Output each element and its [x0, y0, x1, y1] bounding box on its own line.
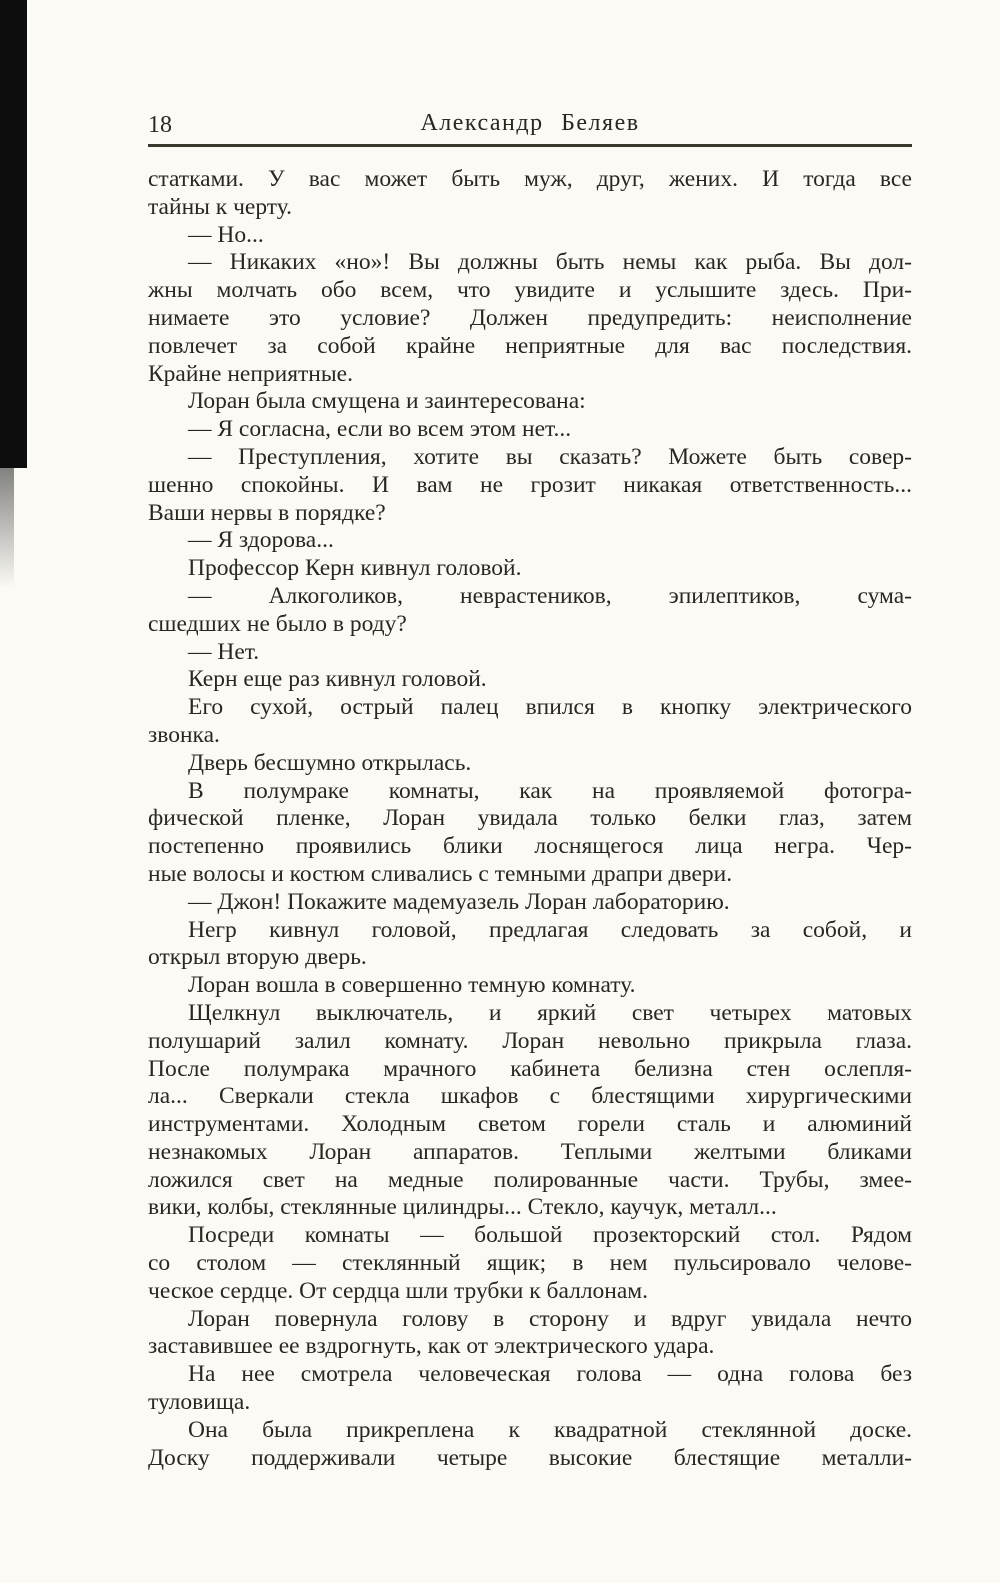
text-line: жны молчать обо всем, что увидите и услышите здесь. При-: [148, 277, 912, 304]
text-line: — Но...: [188, 221, 264, 248]
text-line: — Джон! Покажите мадемуазель Лоран лабораторию.: [188, 888, 730, 915]
paragraph: [148, 1222, 912, 1305]
text-line: Посреди комнаты — большой прозекторский стол. Рядом: [188, 1222, 912, 1249]
paragraph: [148, 555, 912, 583]
text-line: После полумрака мрачного кабинета белизна стен ослепля-: [148, 1055, 912, 1082]
text-line: — Алкоголиков, неврастеников, эпилептиков, сума-: [188, 582, 912, 609]
text-line: незнакомых Лоран аппаратов. Теплыми желтыми бликами: [148, 1138, 912, 1165]
page-header: [148, 110, 912, 147]
paragraph: [148, 1306, 912, 1362]
text-line: Лоран была смущена и заинтересована:: [188, 388, 586, 415]
text-line: Крайне неприятные.: [148, 360, 353, 387]
text-line: — Я согласна, если во всем этом нет...: [188, 416, 572, 443]
scan-edge-artifact: [0, 0, 27, 468]
text-line: туловища.: [148, 1389, 251, 1416]
text-body: [148, 166, 912, 1472]
text-line: Ваши нервы в порядке?: [148, 499, 386, 526]
text-line: повлечет за собой крайне неприятные для вас последствия.: [148, 332, 912, 359]
page-number: 18: [148, 112, 172, 138]
text-line: открыл вторую дверь.: [148, 944, 367, 971]
paragraph: [148, 249, 912, 388]
paragraph: [148, 527, 912, 555]
paragraph: [148, 416, 912, 444]
text-line: Его сухой, острый палец впился в кнопку электрического: [188, 694, 912, 721]
paragraph: [148, 388, 912, 416]
text-line: ла... Сверкали стекла шкафов с блестящими хирургическими: [148, 1083, 912, 1110]
paragraph: [148, 1361, 912, 1417]
text-line: На нее смотрела человеческая голова — одна голова без: [188, 1361, 912, 1388]
paragraph: [148, 166, 912, 222]
text-line: — Преступления, хотите вы сказать? Можете быть совер-: [188, 443, 912, 470]
paragraph: [148, 666, 912, 694]
paragraph: [148, 222, 912, 250]
text-line: ческое сердце. От сердца шли трубки к баллонам.: [148, 1277, 649, 1304]
paragraph: [148, 778, 912, 889]
scan-edge-artifact-fade: [0, 468, 14, 588]
text-line: Она была прикреплена к квадратной стеклянной доске.: [188, 1416, 912, 1443]
text-line: Лоран повернула голову в сторону и вдруг увидала нечто: [188, 1305, 912, 1332]
text-line: Щелкнул выключатель, и яркий свет четырех матовых: [188, 999, 912, 1026]
paragraph: [148, 583, 912, 639]
text-line: — Никаких «но»! Вы должны быть немы как рыба. Вы дол-: [188, 249, 912, 276]
text-line: В полумраке комнаты, как на проявляемой фотогра-: [188, 777, 912, 804]
text-line: шенно спокойны. И вам не грозит никакая ответственность...: [148, 471, 912, 498]
header-rule: [148, 144, 912, 147]
paragraph: [148, 972, 912, 1000]
paragraph: [148, 917, 912, 973]
text-line: постепенно проявились блики лоснящегося лица негра. Чер-: [148, 833, 912, 860]
text-line: заставившее ее вздрогнуть, как от электрического удара.: [148, 1333, 715, 1360]
text-line: Негр кивнул головой, предлагая следовать за собой, и: [188, 916, 912, 943]
paragraph: [148, 694, 912, 750]
running-header: Александр Беляев: [420, 110, 640, 136]
paragraph: [148, 750, 912, 778]
text-line: инструментами. Холодным светом горели сталь и алюминий: [148, 1111, 912, 1138]
text-line: ные волосы и костюм сливались с темными драпри двери.: [148, 860, 733, 887]
text-line: — Нет.: [188, 638, 260, 665]
text-line: полушарий залил комнату. Лоран невольно прикрыла глаза.: [148, 1027, 912, 1054]
paragraph: [148, 1000, 912, 1222]
text-line: вики, колбы, стеклянные цилиндры... Стекло, каучук, металл...: [148, 1194, 777, 1221]
text-line: звонка.: [148, 721, 220, 748]
paragraph: [148, 639, 912, 667]
paragraph: [148, 889, 912, 917]
text-line: фической пленке, Лоран увидала только белки глаз, затем: [148, 805, 912, 832]
text-line: Лоран вошла в совершенно темную комнату.: [188, 972, 636, 999]
text-line: — Я здорова...: [188, 527, 334, 554]
text-line: статками. У вас может быть муж, друг, жених. И тогда все: [148, 166, 912, 192]
text-line: нимаете это условие? Должен предупредить: неисполнение: [148, 304, 912, 331]
text-line: Профессор Керн кивнул головой.: [188, 555, 522, 582]
text-line: Дверь бесшумно открылась.: [188, 749, 472, 776]
text-line: сшедших не было в роду?: [148, 610, 407, 637]
text-line: Керн еще раз кивнул головой.: [188, 666, 487, 693]
text-line: Доску поддерживали четыре высокие блестящие металли-: [148, 1444, 912, 1471]
text-line: со столом — стеклянный ящик; в нем пульсировало челове-: [148, 1250, 912, 1277]
text-line: ложился свет на медные полированные части. Трубы, змее-: [148, 1166, 912, 1193]
text-line: тайны к черту.: [148, 193, 293, 220]
paragraph: [148, 444, 912, 527]
paragraph: [148, 1417, 912, 1473]
